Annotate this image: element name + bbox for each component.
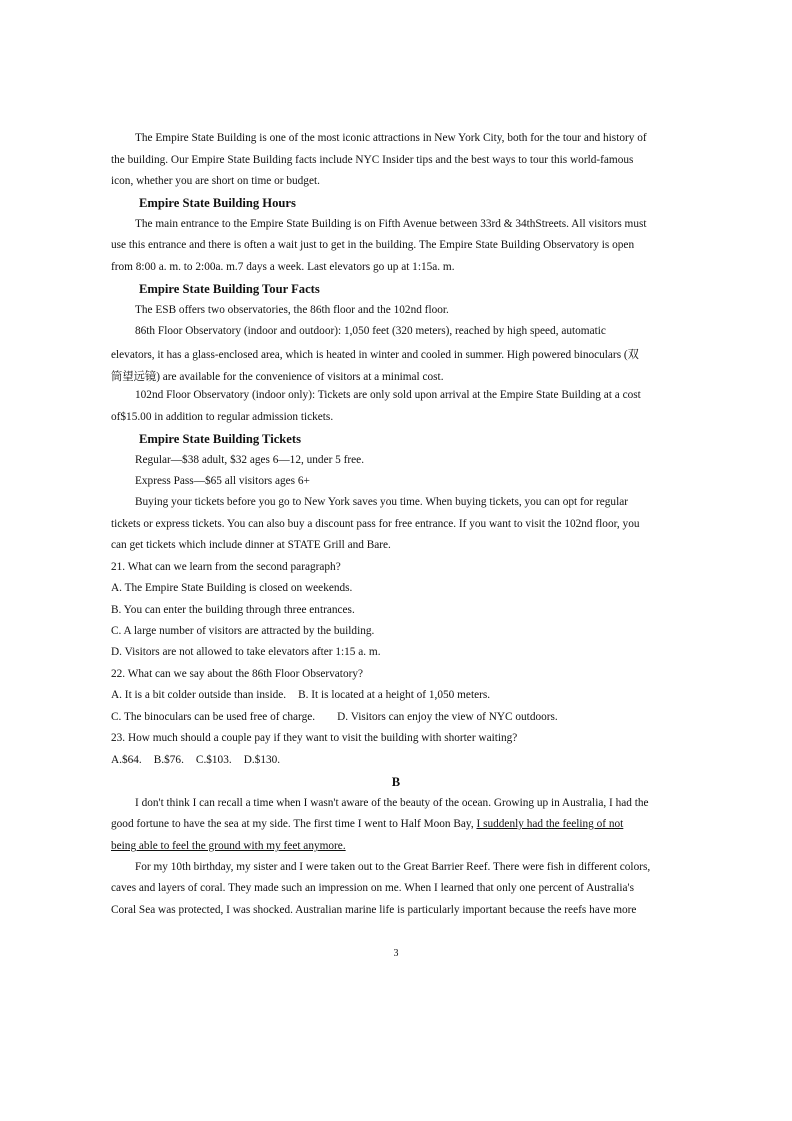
question-22: 22. What can we say about the 86th Floor Observatory?: [111, 668, 364, 680]
b-para1-text: good fortune to have the sea at my side. The first time I went to Half Moon Bay,: [111, 818, 477, 830]
tickets-line-4: tickets or express tickets. You can also buy a discount pass for free entrance. If you want to visit the 102nd floor, you: [111, 518, 640, 530]
question-23: 23. How much should a couple pay if they want to visit the building with shorter waiting?: [111, 732, 518, 744]
q22-option-d: D. Visitors can enjoy the view of NYC outdoors.: [337, 711, 558, 723]
underlined-phrase: I suddenly had the feeling of not: [476, 818, 624, 830]
q23-option-d: D.$130.: [243, 754, 281, 766]
tour-line-2: 86th Floor Observatory (indoor and outdoor): 1,050 feet (320 meters), reached by high speed, automatic: [135, 325, 606, 337]
tour-line-5: 102nd Floor Observatory (indoor only): Tickets are only sold upon arrival at the Empire State Building at a cost: [135, 389, 641, 401]
q23-option-b: B.$76.: [153, 754, 184, 766]
tour-line-4: 筒望远镜) are available for the convenience of visitors at a minimal cost.: [111, 371, 444, 383]
tickets-line-2: Express Pass—$65 all visitors ages 6+: [135, 475, 310, 487]
hours-line-1: The main entrance to the Empire State Building is on Fifth Avenue between 33rd & 34thStreets. All visitors must: [135, 218, 647, 230]
tickets-line-1: Regular—$38 adult, $32 ages 6—12, under 5 free.: [135, 454, 365, 466]
b-para1-line-1: I don't think I can recall a time when I wasn't aware of the beauty of the ocean. Growing up in Australia, I had the: [135, 797, 649, 809]
tour-line-3: elevators, it has a glass-enclosed area, which is heated in winter and cooled in summer. High powered binoculars (双: [111, 349, 639, 361]
q21-option-d: D. Visitors are not allowed to take elevators after 1:15 a. m.: [111, 646, 381, 658]
intro-line-3: icon, whether you are short on time or budget.: [111, 175, 320, 187]
question-21: 21. What can we learn from the second paragraph?: [111, 561, 341, 573]
b-para1-line-3-underlined: being able to feel the ground with my feet anymore.: [111, 840, 346, 852]
section-b-label: B: [391, 775, 401, 789]
q22-option-c: C. The binoculars can be used free of charge.: [111, 711, 316, 723]
page-number: 3: [393, 948, 399, 959]
tickets-line-5: can get tickets which include dinner at STATE Grill and Bare.: [111, 539, 391, 551]
q22-option-b: B. It is located at a height of 1,050 meters.: [298, 689, 491, 701]
intro-line-1: The Empire State Building is one of the most iconic attractions in New York City, both for the tour and history of: [135, 132, 647, 144]
tour-line-1: The ESB offers two observatories, the 86th floor and the 102nd floor.: [135, 304, 449, 316]
hours-line-2: use this entrance and there is often a wait just to get in the building. The Empire State Building Observatory is open: [111, 239, 635, 251]
heading-tour-facts: Empire State Building Tour Facts: [139, 282, 320, 296]
q23-option-a: A.$64.: [111, 754, 142, 766]
q21-option-c: C. A large number of visitors are attracted by the building.: [111, 625, 375, 637]
hours-line-3: from 8:00 a. m. to 2:00a. m.7 days a week. Last elevators go up at 1:15a. m.: [111, 261, 455, 273]
intro-line-2: the building. Our Empire State Building facts include NYC Insider tips and the best ways to tour this world-famous: [111, 154, 634, 166]
heading-hours: Empire State Building Hours: [139, 196, 296, 210]
q21-option-a: A. The Empire State Building is closed on weekends.: [111, 582, 353, 594]
q22-options-cd: [111, 711, 558, 723]
b-para1-line-2: [111, 818, 623, 830]
tour-line-6: of$15.00 in addition to regular admission tickets.: [111, 411, 334, 423]
q22-option-a: A. It is a bit colder outside than inside.: [111, 689, 287, 701]
q23-options: [111, 754, 280, 766]
b-para2-line-1: For my 10th birthday, my sister and I were taken out to the Great Barrier Reef. There were fish in different colors,: [135, 861, 651, 873]
b-para2-line-2: caves and layers of coral. They made such an impression on me. When I learned that only one percent of Australia's: [111, 882, 634, 894]
q22-options-ab: [111, 689, 490, 701]
b-para2-line-3: Coral Sea was protected, I was shocked. Australian marine life is particularly important because the reefs have more: [111, 904, 637, 916]
q21-option-b: B. You can enter the building through three entrances.: [111, 604, 355, 616]
tickets-line-3: Buying your tickets before you go to New York saves you time. When buying tickets, you can opt for regular: [135, 496, 628, 508]
heading-tickets: Empire State Building Tickets: [139, 432, 301, 446]
q23-option-c: C.$103.: [195, 754, 232, 766]
